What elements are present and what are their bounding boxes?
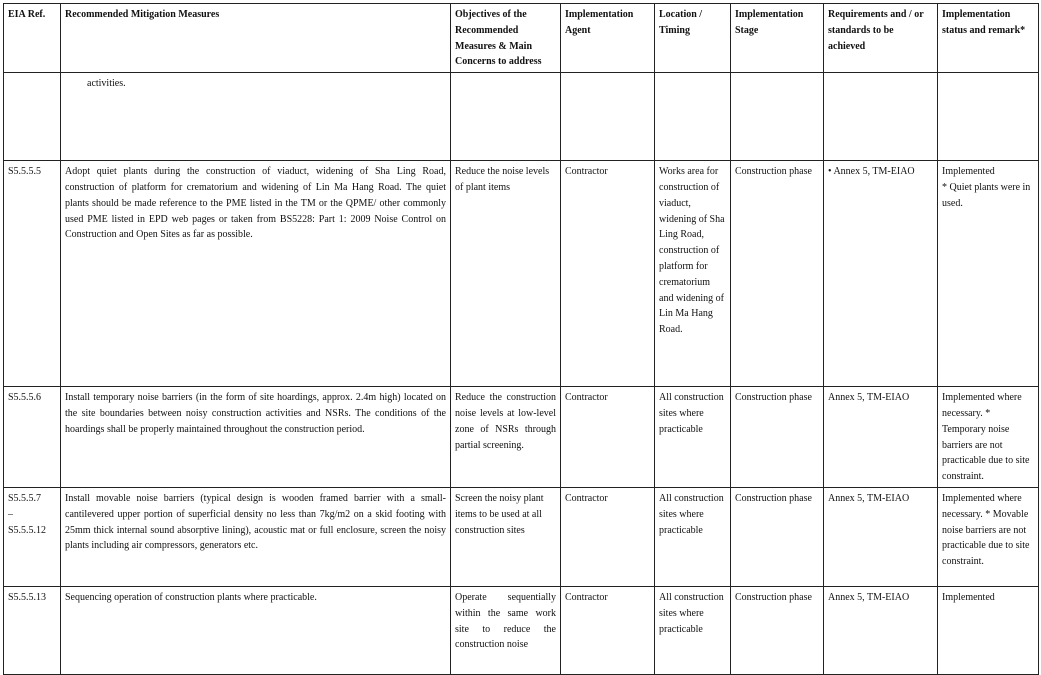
table-row [4,387,1039,488]
cell-objective: Screen the noisy plant items to be used at all construction sites [451,487,561,586]
cell-stage: Construction phase [731,487,824,586]
cell-agent: Contractor [561,586,655,674]
cell-ref: S5.5.5.6 [4,387,61,488]
cell-location: All construction sites where practicable [655,487,731,586]
cell-ref [4,73,61,161]
table-row [4,487,1039,586]
cell-agent [561,73,655,161]
cell-status: Implemented where necessary. * Temporary noise barriers are not practicable due to site constraint. [938,387,1039,488]
cell-status: Implemented [938,586,1039,674]
cell-requirement: Annex 5, TM-EIAO [824,586,938,674]
cell-agent: Contractor [561,387,655,488]
header-implementation-status: Implementation status and remark* [938,4,1039,73]
ref-end: S5.5.5.12 [8,524,47,536]
cell-agent: Contractor [561,161,655,387]
mitigation-measures-table [3,3,1039,675]
cell-location: All construction sites where practicable [655,586,731,674]
header-implementation-stage: Implementation Stage [731,4,824,73]
cell-measure: Sequencing operation of construction plants where practicable. [61,586,451,674]
header-objectives: Objectives of the Recommended Measures & Main Concerns to address [451,4,561,73]
status-text: Implemented [942,166,995,178]
cell-measure [61,73,451,161]
header-implementation-agent: Implementation Agent [561,4,655,73]
ref-start: S5.5.5.7 [8,492,42,504]
header-eia-ref: EIA Ref. [4,4,61,73]
cell-status [938,161,1039,387]
table-row [4,586,1039,674]
status-note: * Quiet plants were in used. [942,181,1031,209]
cell-status [938,73,1039,161]
cell-objective [451,73,561,161]
table-row [4,73,1039,161]
cell-ref [4,487,61,586]
cell-requirement [824,73,938,161]
cell-location [655,73,731,161]
cell-measure: Install movable noise barriers (typical design is wooden framed barrier with a small-cantilevered upper portion of superficial density no less than 7kg/m2 on a skid footing with 25mm thick internal sound absorptive lining), acoustic mat or full enclosure, screen the noisy plants including air compressors, generators etc. [61,487,451,586]
cell-ref: S5.5.5.13 [4,586,61,674]
cell-stage: Construction phase [731,161,824,387]
header-requirements: Requirements and / or standards to be achieved [824,4,938,73]
header-location-timing: Location / Timing [655,4,731,73]
table-header-row [4,4,1039,73]
cell-objective: Operate sequentially within the same work site to reduce the construction noise [451,586,561,674]
cell-location: Works area for construction of viaduct, widening of Sha Ling Road, construction of platform for crematorium and widening of Lin Ma Hang Road. [655,161,731,387]
measure-continuation-text: activities. [87,78,126,90]
cell-location: All construction sites where practicable [655,387,731,488]
cell-status: Implemented where necessary. * Movable noise barriers are not practicable due to site constraint. [938,487,1039,586]
table-row [4,161,1039,387]
cell-ref: S5.5.5.5 [4,161,61,387]
cell-agent: Contractor [561,487,655,586]
cell-stage: Construction phase [731,387,824,488]
cell-objective: Reduce the noise levels of plant items [451,161,561,387]
cell-requirement: Annex 5, TM-EIAO [824,487,938,586]
cell-measure: Install temporary noise barriers (in the form of site hoardings, approx. 2.4m high) located on the site boundaries between noisy construction activities and NSRs. The conditions of the hoardings shall be properly maintained throughout the construction period. [61,387,451,488]
cell-stage [731,73,824,161]
cell-requirement: Annex 5, TM-EIAO [824,387,938,488]
cell-requirement: • Annex 5, TM-EIAO [824,161,938,387]
cell-measure: Adopt quiet plants during the construction of viaduct, widening of Sha Ling Road, construction of platform for crematorium and widening of Lin Ma Hang Road. The quiet plants should be made reference to the PME listed in the TM or the QPME/ other commonly used PME listed in EPD web pages or taken from BS5228: Part 1: 2009 Noise Control on Construction and Open Sites as far as possible. [61,161,451,387]
ref-dash: – [8,508,13,520]
header-mitigation-measures: Recommended Mitigation Measures [61,4,451,73]
cell-stage: Construction phase [731,586,824,674]
cell-objective: Reduce the construction noise levels at low-level zone of NSRs through partial screening. [451,387,561,488]
